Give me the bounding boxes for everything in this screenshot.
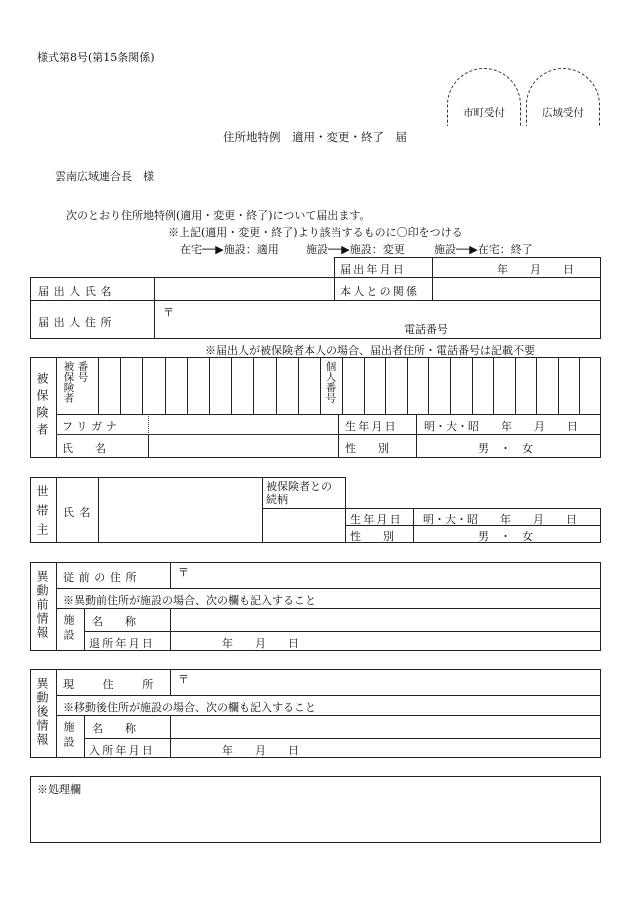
- householder-section-label: 世帯主: [35, 485, 49, 542]
- notifier-phone-label: 電話番号: [404, 323, 448, 336]
- current-address-postal-mark: 〒: [178, 673, 189, 686]
- householder-name-field[interactable]: [102, 480, 258, 540]
- householder-sex-value[interactable]: 男 ・ 女: [478, 530, 533, 543]
- processing-label: ※処理欄: [37, 783, 81, 796]
- notification-date-value[interactable]: 年 月 日: [497, 263, 574, 276]
- insured-name-field[interactable]: [152, 437, 334, 455]
- insured-birth-value[interactable]: 明・大・昭 年 月 日: [424, 420, 578, 433]
- intro-text: 次のとおり住所地特例(適用・変更・終了)について届出ます。: [66, 209, 371, 222]
- previous-address-field[interactable]: [194, 565, 594, 585]
- regional-receipt-label: 広域受付: [542, 107, 584, 119]
- personal-number-cell-divider: [558, 357, 559, 414]
- addressee: 雲南広域連合長 様: [55, 170, 154, 183]
- personal-number-cell-divider: [364, 357, 365, 414]
- personal-number-cell-divider: [579, 357, 580, 414]
- insured-number-cell-divider: [253, 357, 254, 414]
- current-address-label: 現 住 所: [63, 678, 162, 691]
- previous-address-postal-mark: 〒: [178, 566, 189, 579]
- case-change: 施設──▶施設：変更: [306, 243, 405, 256]
- personal-number-cell-divider: [515, 357, 516, 414]
- before-facility-name-label: 名 称: [92, 615, 136, 628]
- insured-number-label-1: 番号: [76, 361, 89, 382]
- personal-number-cell-divider: [536, 357, 537, 414]
- regional-receipt-stamp: [526, 68, 600, 126]
- insured-section-label: 被保険者: [35, 372, 49, 440]
- insured-number-cell-divider: [142, 357, 143, 414]
- processing-field[interactable]: [34, 798, 597, 840]
- householder-relation-label: 被保険者との続柄: [266, 480, 332, 506]
- admission-date-label: 入所年月日: [89, 744, 155, 757]
- before-facility-label: 施設: [62, 614, 75, 644]
- insured-number-cell-divider: [187, 357, 188, 414]
- insured-number-cell-divider: [120, 357, 121, 414]
- householder-birth-value[interactable]: 明・大・昭 年 月 日: [423, 513, 577, 526]
- householder-relation-field[interactable]: [266, 511, 340, 539]
- notifier-name-label: 届出人氏名: [38, 285, 117, 298]
- selection-note: ※上記(適用・変更・終了)より該当するものに〇印をつける: [168, 226, 463, 239]
- insured-sex-label: 性 別: [345, 442, 389, 455]
- after-facility-name-field[interactable]: [174, 718, 594, 736]
- personal-number-cell-divider: [450, 357, 451, 414]
- municipal-receipt-stamp: [447, 68, 521, 126]
- after-move-section-label: 異動後情報: [35, 677, 49, 747]
- form-number: 様式第8号(第15条関係): [37, 51, 155, 64]
- discharge-date-label: 退所年月日: [89, 637, 155, 650]
- case-apply: 在宅──▶施設：適用: [180, 243, 279, 256]
- after-facility-name-label: 名 称: [92, 722, 136, 735]
- after-move-note: ※移動後住所が施設の場合、次の欄も記入すること: [63, 701, 316, 714]
- furigana-field[interactable]: [152, 417, 334, 432]
- notifier-note: ※届出人が被保険者本人の場合、届出者住所・電話番号は記載不要: [205, 344, 535, 357]
- insured-number-cell-divider: [276, 357, 277, 414]
- personal-number-cell-divider: [385, 357, 386, 414]
- relation-label: 本人との関係: [340, 285, 420, 298]
- notifier-address-label: 届出人住所: [38, 316, 117, 329]
- insured-number-cell-divider: [165, 357, 166, 414]
- insured-number-cell-divider: [298, 357, 299, 414]
- householder-name-label: 氏名: [63, 506, 96, 519]
- householder-sex-label: 性 別: [350, 530, 394, 543]
- insured-number-cell-divider: [209, 357, 210, 414]
- furigana-label: フリガナ: [62, 420, 121, 433]
- before-move-note: ※異動前住所が施設の場合、次の欄も記入すること: [63, 594, 316, 607]
- admission-date-value[interactable]: 年 月 日: [222, 744, 299, 757]
- personal-number-cell-divider: [472, 357, 473, 414]
- previous-address-label: 従前の住所: [63, 571, 142, 584]
- insured-birth-label: 生年月日: [345, 420, 398, 433]
- discharge-date-value[interactable]: 年 月 日: [222, 637, 299, 650]
- householder-birth-label: 生年月日: [350, 513, 403, 526]
- insured-sex-value[interactable]: 男 ・ 女: [478, 442, 533, 455]
- notifier-postal-mark: 〒: [163, 306, 174, 319]
- case-end: 施設──▶在宅：終了: [434, 243, 533, 256]
- personal-number-cell-divider: [407, 357, 408, 414]
- form-title: 住所地特例 適用・変更・終了 届: [223, 130, 407, 144]
- before-move-section-label: 異動前情報: [35, 570, 49, 640]
- personal-number-label: 個人番号: [324, 361, 337, 403]
- notifier-name-field[interactable]: [158, 280, 330, 298]
- insured-name-label: 氏 名: [62, 442, 106, 455]
- personal-number-cell-divider: [493, 357, 494, 414]
- before-facility-name-field[interactable]: [174, 611, 594, 629]
- notifier-address-field[interactable]: [180, 303, 590, 335]
- notification-date-label: 届出年月日: [340, 263, 406, 276]
- insured-number-cell-divider: [231, 357, 232, 414]
- after-facility-label: 施設: [62, 721, 75, 751]
- insured-number-label-2: 被保険者: [62, 361, 75, 403]
- relation-field[interactable]: [436, 280, 596, 298]
- municipal-receipt-label: 市町受付: [463, 107, 505, 119]
- current-address-field[interactable]: [194, 672, 594, 692]
- personal-number-cell-divider: [428, 357, 429, 414]
